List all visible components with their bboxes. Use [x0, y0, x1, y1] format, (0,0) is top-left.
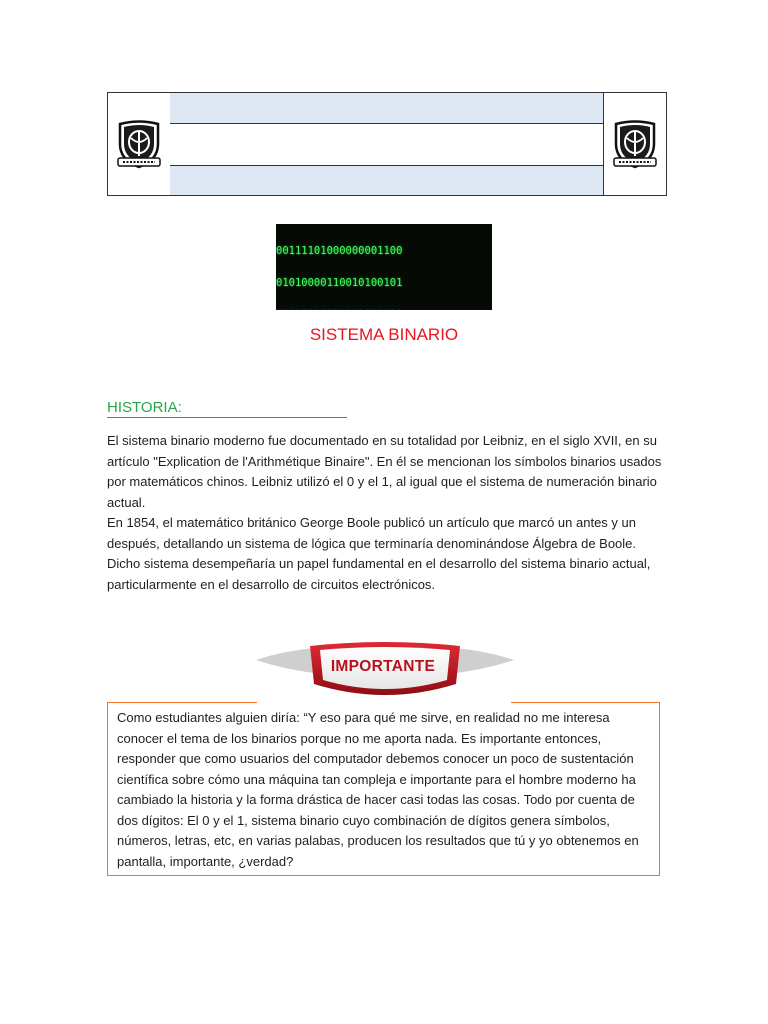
- school-crest-icon: [108, 93, 171, 195]
- header-row-2: [170, 124, 604, 166]
- importante-label: IMPORTANTE: [330, 658, 436, 675]
- page-title: SISTEMA BINARIO: [309, 325, 459, 344]
- school-crest-icon: [603, 93, 666, 195]
- importante-text: Como estudiantes alguien diría: “Y eso para qué me sirve, en realidad no me interesa conocer el tema de los binarios porque no me aporta nada. Es importante entonces, responder que como usuarios del computador debemos conocer un poco de sustentación científica sobre cómo una máquina tan compleja e importante para el hombre moderno ha cambiado la historia y la forma drástica de hacer casi todas las cosas. Todo por cuenta de dos dígitos: El 0 y el 1, sistema binario cuyo combinación de dígitos genera símbolos, números, letras, etc, en varias palabas, producen los resultados que tú y yo obtenemos en pantalla, importante, ¿verdad?: [117, 710, 639, 869]
- binary-line: 00111101000000001100: [276, 245, 403, 258]
- box-border-top-right: [511, 702, 660, 703]
- binary-code-image: [276, 224, 492, 310]
- header-row-3: [170, 166, 604, 195]
- historia-paragraph-2: En 1854, el matemático británico George Boole publicó un artículo que marcó un antes y un después, detallando un sistema de lógica que terminaría denominándose Álgebra de Boole. Dicho sistema desempeñaría un papel fundamental en el desarrollo del sistema binario actual, particularmente en el desarrollo de circuitos electrónicos.: [107, 515, 651, 592]
- binary-line: 01010000110010100101: [276, 276, 403, 289]
- header-row-1: [170, 93, 604, 124]
- historia-paragraph-1: El sistema binario moderno fue documentado en su totalidad por Leibniz, en el siglo XVII, en su artículo "Explication de l'Arithmétique Binaire". En él se mencionan los símbolos binarios usados por matemáticos chinos. Leibniz utilizó el 0 y el 1, al igual que el sistema de numeración binario actual.: [107, 433, 662, 510]
- box-border-top-left: [107, 702, 257, 703]
- header-table: [107, 92, 667, 196]
- historia-heading: HISTORIA:: [107, 399, 347, 418]
